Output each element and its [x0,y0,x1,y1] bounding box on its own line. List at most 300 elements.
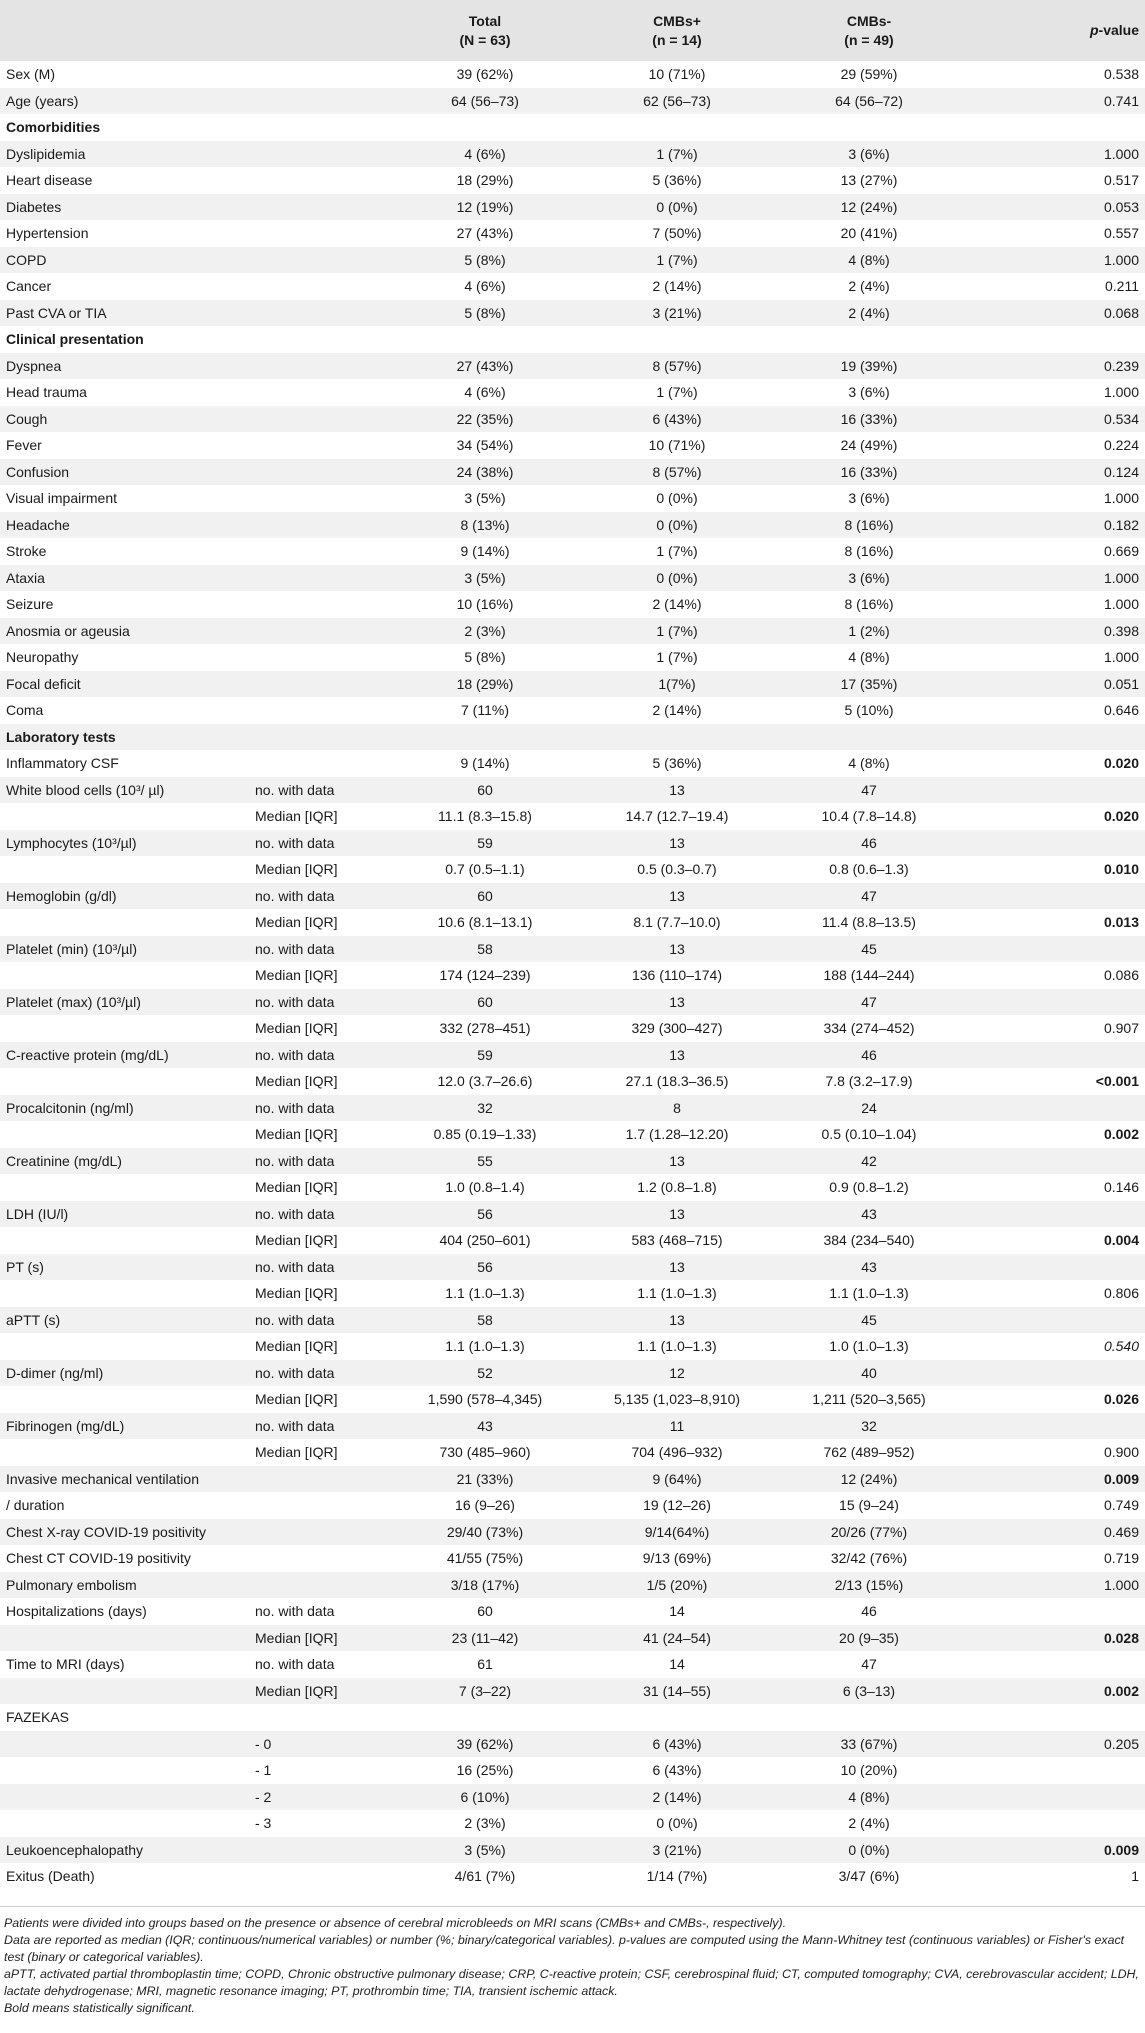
cell-cmbs-neg: 19 (39%) [840,357,898,374]
cell-p-value [965,326,1145,353]
cell-cmbs-pos: 1 (7%) [656,622,698,639]
row-sublabel [252,697,389,724]
row-label: LDH (IU/l) [6,1205,69,1222]
row-sublabel: Median [IQR] [255,1285,338,1302]
cell-p-value: 0.020 [1103,755,1139,772]
row-sublabel: Median [IQR] [255,1073,338,1090]
table-row [0,247,1145,274]
cell-cmbs-neg: 4 (8%) [848,755,890,772]
row-label: Fever [6,437,42,454]
cell-cmbs-neg: 64 (56–72) [835,92,903,109]
cell-p-value [965,1201,1145,1228]
row-label: Platelet (max) (10³/µl) [6,993,141,1010]
cell-p-value: 0.028 [1103,1629,1139,1646]
cell-cmbs-neg: 16 (33%) [840,463,898,480]
header-p-value [965,0,1145,61]
row-label [0,1068,252,1095]
cell-total: 64 (56–73) [451,92,519,109]
table-row [0,61,1145,88]
cell-total: 7 (3–22) [458,1682,512,1699]
section-row [0,326,1145,353]
table-row [0,353,1145,380]
row-sublabel [252,167,389,194]
table-row [0,1731,1145,1758]
row-label: Time to MRI (days) [6,1656,125,1673]
row-label: Diabetes [6,198,62,215]
cell-p-value [965,724,1145,751]
row-sublabel: no. with data [255,1205,335,1222]
cell-cmbs-neg: 47 [861,993,877,1010]
row-sublabel [252,1704,389,1731]
cell-cmbs-neg: 42 [861,1152,877,1169]
cell-cmbs-neg [773,114,965,141]
footnote: aPTT, activated partial thromboplastin time; COPD, Chronic obstructive pulmonary disease; CRP, C-reactive protein; CSF, cerebrospinal fluid; CT, computed tomography; CVA, cerebrovascular accident; LDH, lactate dehydrogenase; MRI, magnetic resonance imaging; PT, prothrombin time; TIA, transient ischemic attack. [4,1967,1139,1998]
row-sublabel [252,1572,389,1599]
cell-cmbs-neg: 47 [861,887,877,904]
row-label [0,1015,252,1042]
cell-cmbs-pos: 10 (71%) [648,66,706,83]
table-row [0,750,1145,777]
row-label: Dyspnea [6,357,62,374]
cell-cmbs-neg: 8 (16%) [844,596,894,613]
cell-cmbs-neg: 20 (9–35) [839,1629,899,1646]
cell-p-value [965,1757,1145,1784]
cell-cmbs-pos: 583 (468–715) [631,1232,723,1249]
cell-cmbs-neg: 0 (0%) [848,1841,890,1858]
table-row [0,459,1145,486]
cell-cmbs-pos: 1/5 (20%) [646,1576,708,1593]
row-label: Inflammatory CSF [6,755,119,772]
cell-cmbs-neg: 13 (27%) [840,172,898,189]
cell-cmbs-neg: 334 (274–452) [823,1020,915,1037]
table-row [0,697,1145,724]
row-sublabel [252,591,389,618]
row-sublabel [252,432,389,459]
cell-cmbs-pos: 1(7%) [658,675,696,692]
cell-cmbs-pos: 5 (36%) [652,755,702,772]
cell-cmbs-pos: 13 [669,1205,685,1222]
table-row [0,856,1145,883]
cell-cmbs-neg: 40 [861,1364,877,1381]
row-label: Visual impairment [6,490,118,507]
section-row [0,114,1145,141]
row-label: Exitus (Death) [6,1868,95,1885]
table-row [0,671,1145,698]
cell-p-value: 1 [1131,1868,1139,1885]
cell-p-value: 0.224 [1103,437,1139,454]
cell-p-value: 0.749 [1103,1497,1139,1514]
cell-p-value: 0.517 [1103,172,1139,189]
table-row [0,1042,1145,1069]
cell-cmbs-neg: 4 (8%) [848,251,890,268]
cell-cmbs-pos [581,724,773,751]
cell-cmbs-pos: 9/14(64%) [644,1523,710,1540]
row-sublabel [252,114,389,141]
row-sublabel [252,724,389,751]
cell-total: 332 (278–451) [439,1020,531,1037]
cell-total: 55 [477,1152,493,1169]
row-label: Past CVA or TIA [6,304,107,321]
row-sublabel [252,326,389,353]
cell-total: 43 [477,1417,493,1434]
cell-p-value [965,1307,1145,1334]
header-pos-n: (n = 14) [652,31,702,48]
table-row [0,962,1145,989]
row-label: Creatinine (mg/dL) [6,1152,122,1169]
cell-cmbs-neg: 8 (16%) [844,516,894,533]
cell-p-value [965,989,1145,1016]
row-label: Platelet (min) (10³/µl) [6,940,137,957]
cell-total: 3 (5%) [464,1841,506,1858]
cell-total: 18 (29%) [456,172,514,189]
row-label: Age (years) [6,92,79,109]
table-row [0,936,1145,963]
cell-p-value: 1.000 [1103,490,1139,507]
cell-total: 2 (3%) [464,1815,506,1832]
cell-p-value: 0.907 [1103,1020,1139,1037]
cell-cmbs-neg: 29 (59%) [840,66,898,83]
cell-cmbs-neg: 24 [861,1099,877,1116]
cell-p-value [965,1254,1145,1281]
row-sublabel [252,88,389,115]
row-label: Headache [6,516,70,533]
table-row [0,909,1145,936]
row-sublabel: Median [IQR] [255,1126,338,1143]
cell-p-value [965,1810,1145,1837]
row-sublabel: - 1 [255,1762,272,1779]
cell-cmbs-pos: 13 [669,993,685,1010]
header-pos-title: CMBs+ [653,12,701,29]
cell-cmbs-neg: 3/47 (6%) [838,1868,900,1885]
cell-p-value: 0.068 [1103,304,1139,321]
cell-cmbs-pos: 6 (43%) [652,1762,702,1779]
row-label [0,1757,252,1784]
cell-total: 1,590 (578–4,345) [427,1391,543,1408]
cell-cmbs-neg: 1,211 (520–3,565) [812,1391,926,1408]
cell-cmbs-neg [773,326,965,353]
header-total [389,0,581,61]
cell-total: 174 (124–239) [439,967,531,984]
header-row [0,0,1145,61]
table-row [0,194,1145,221]
row-label: White blood cells (10³/ µl) [6,781,165,798]
cell-p-value: 1.000 [1103,384,1139,401]
cell-cmbs-neg: 24 (49%) [840,437,898,454]
cell-p-value: 0.211 [1105,278,1139,295]
row-sublabel: Median [IQR] [255,914,338,931]
cell-cmbs-neg: 20 (41%) [840,225,898,242]
row-sublabel: Median [IQR] [255,1682,338,1699]
row-label: Laboratory tests [6,728,116,745]
row-label [0,856,252,883]
cell-cmbs-pos: 1 (7%) [656,251,698,268]
cell-cmbs-neg: 7.8 (3.2–17.9) [825,1073,913,1090]
cell-total: 21 (33%) [456,1470,514,1487]
row-sublabel: no. with data [255,1258,335,1275]
row-label: Chest X-ray COVID-19 positivity [6,1523,206,1540]
row-label: Confusion [6,463,70,480]
cell-total: 5 (8%) [464,649,506,666]
cell-total: 22 (35%) [456,410,514,427]
table-row [0,1466,1145,1493]
cell-cmbs-pos: 1.1 (1.0–1.3) [637,1338,717,1355]
cell-cmbs-neg: 16 (33%) [840,410,898,427]
cell-cmbs-pos: 31 (14–55) [643,1682,711,1699]
row-sublabel [252,512,389,539]
cell-cmbs-pos: 0 (0%) [656,490,698,507]
row-label [0,1280,252,1307]
row-sublabel [252,644,389,671]
section-row [0,724,1145,751]
cell-p-value: 0.002 [1103,1682,1139,1699]
cell-total: 7 (11%) [461,702,509,719]
row-sublabel [252,565,389,592]
cell-p-value: 0.538 [1103,66,1139,83]
row-sublabel [252,61,389,88]
cell-cmbs-pos: 8 [673,1099,681,1116]
cell-cmbs-pos: 1 (7%) [656,649,698,666]
cell-p-value: 0.002 [1103,1126,1139,1143]
header-total-title: Total [468,12,502,29]
cell-p-value: 0.009 [1103,1841,1139,1858]
row-sublabel [252,750,389,777]
table-row [0,167,1145,194]
row-sublabel [252,141,389,168]
cell-total: 404 (250–601) [439,1232,531,1249]
row-sublabel: Median [IQR] [255,1338,338,1355]
table-footnotes [0,1906,1145,2017]
cell-cmbs-pos: 0 (0%) [656,1815,698,1832]
row-sublabel: Median [IQR] [255,861,338,878]
cell-cmbs-pos: 14.7 (12.7–19.4) [625,808,729,825]
row-sublabel: Median [IQR] [255,1444,338,1461]
cell-total: 24 (38%) [456,463,514,480]
table-row [0,1492,1145,1519]
row-label: Focal deficit [6,675,81,692]
row-sublabel: Median [IQR] [255,1179,338,1196]
cell-total: 34 (54%) [456,437,514,454]
cell-total: 52 [477,1364,493,1381]
cell-cmbs-neg: 20/26 (77%) [830,1523,908,1540]
row-sublabel: no. with data [255,1656,335,1673]
cell-p-value [965,936,1145,963]
cell-cmbs-neg: 3 (6%) [848,490,890,507]
row-label [0,1439,252,1466]
cell-total: 32 [477,1099,493,1116]
table-row [0,1280,1145,1307]
cell-total: 18 (29%) [456,675,514,692]
row-sublabel: no. with data [255,1603,335,1620]
cell-cmbs-neg [773,1704,965,1731]
table-row [0,538,1145,565]
footnote: Data are reported as median (IQR; continuous/numerical variables) or number (%; binary/categorical variables). p-values are computed using the Mann-Whitney test (continuous variables) or Fisher's exact test (binary or categorical variables). [4,1933,1125,1964]
cell-cmbs-pos: 19 (12–26) [643,1497,711,1514]
table-body [0,61,1145,1890]
row-label: Leukoencephalopathy [6,1841,144,1858]
row-label: Anosmia or ageusia [6,622,130,639]
cell-p-value: 1.000 [1103,596,1139,613]
cell-p-value: 0.051 [1103,675,1139,692]
cell-cmbs-pos [581,114,773,141]
cell-p-value: 0.013 [1103,914,1139,931]
row-sublabel: Median [IQR] [255,1020,338,1037]
cell-cmbs-neg: 11.4 (8.8–13.5) [822,914,916,931]
row-label: D-dimer (ng/ml) [6,1364,104,1381]
table-row [0,777,1145,804]
cell-total: 2 (3%) [464,622,506,639]
cell-cmbs-pos: 1 (7%) [656,384,698,401]
cell-cmbs-neg: 47 [861,781,877,798]
table-header [0,0,1145,61]
cell-cmbs-neg: 3 (6%) [848,145,890,162]
table-row [0,1015,1145,1042]
table-row [0,1837,1145,1864]
cell-p-value: 0.239 [1103,357,1139,374]
table-row [0,1757,1145,1784]
row-label: Neuropathy [6,649,79,666]
cell-total: 10.6 (8.1–13.1) [437,914,533,931]
cell-total: 3 (5%) [464,569,506,586]
cell-total: 39 (62%) [456,66,514,83]
table-row [0,88,1145,115]
cell-cmbs-neg: 1 (2%) [848,622,890,639]
cell-cmbs-neg: 2/13 (15%) [834,1576,904,1593]
cell-cmbs-neg: 188 (144–244) [823,967,915,984]
row-sublabel: Median [IQR] [255,967,338,984]
cell-cmbs-neg: 12 (24%) [840,198,898,215]
table-row [0,1386,1145,1413]
row-sublabel: no. with data [255,940,335,957]
row-sublabel [252,485,389,512]
cell-total: 61 [477,1656,493,1673]
row-sublabel: Median [IQR] [255,1391,338,1408]
cell-total: 6 (10%) [460,1788,510,1805]
cell-total: 60 [477,993,493,1010]
table-row [0,1598,1145,1625]
row-sublabel [252,1837,389,1864]
row-label: Invasive mechanical ventilation [6,1470,199,1487]
cell-cmbs-pos: 0 (0%) [656,516,698,533]
row-label [0,1227,252,1254]
row-label: Sex (M) [6,66,55,83]
cell-p-value: 0.009 [1103,1470,1139,1487]
row-label: Seizure [6,596,54,613]
header-cmbs-neg [773,0,965,61]
cell-total: 59 [477,1046,493,1063]
cell-cmbs-pos: 13 [669,940,685,957]
cell-total: 60 [477,887,493,904]
cell-cmbs-pos: 13 [669,1046,685,1063]
cell-total: 4 (6%) [464,384,506,401]
header-empty-label [0,0,252,61]
cell-p-value: 0.146 [1103,1179,1139,1196]
table-row [0,1121,1145,1148]
row-sublabel: no. with data [255,1099,335,1116]
row-label: Cough [6,410,48,427]
cell-cmbs-pos: 2 (14%) [652,596,702,613]
cell-p-value [965,1360,1145,1387]
cell-cmbs-neg: 46 [861,1046,877,1063]
footnote: Patients were divided into groups based on the presence or absence of cerebral microbleeds on MRI scans (CMBs+ and CMBs-, respectively). [4,1916,787,1930]
row-sublabel: no. with data [255,993,335,1010]
cell-p-value [965,1651,1145,1678]
cell-total: 29/40 (73%) [446,1523,524,1540]
table-row [0,644,1145,671]
cell-total: 58 [477,1311,493,1328]
cell-cmbs-neg: 2 (4%) [848,278,890,295]
row-label [0,1333,252,1360]
cell-cmbs-neg: 10 (20%) [840,1762,898,1779]
table-row [0,1784,1145,1811]
cell-total: 4 (6%) [464,145,506,162]
row-label: PT (s) [6,1258,44,1275]
table-row [0,512,1145,539]
table-row [0,1068,1145,1095]
cell-total [389,724,581,751]
cell-cmbs-pos: 7 (50%) [652,225,702,242]
cell-p-value: 0.205 [1103,1735,1139,1752]
cell-total: 27 (43%) [456,357,514,374]
row-sublabel: no. with data [255,1364,335,1381]
row-sublabel: no. with data [255,834,335,851]
cell-p-value [965,1598,1145,1625]
cell-total: 1.1 (1.0–1.3) [445,1285,525,1302]
cell-cmbs-pos: 62 (56–73) [643,92,711,109]
cell-cmbs-neg: 4 (8%) [848,649,890,666]
cell-p-value: 1.000 [1103,145,1139,162]
cell-cmbs-pos: 704 (496–932) [631,1444,723,1461]
cell-cmbs-pos: 41 (24–54) [643,1629,711,1646]
cell-p-value: 0.398 [1103,622,1139,639]
table-row [0,1174,1145,1201]
table-row [0,273,1145,300]
cell-p-value: 0.900 [1103,1444,1139,1461]
cell-p-value [965,114,1145,141]
cell-cmbs-pos: 13 [669,1311,685,1328]
cell-cmbs-pos: 27.1 (18.3–36.5) [625,1073,729,1090]
cell-total: 9 (14%) [460,543,510,560]
cell-total: 56 [477,1205,493,1222]
row-label: Coma [6,702,44,719]
header-total-n: (N = 63) [459,31,511,48]
cell-cmbs-pos: 12 [669,1364,685,1381]
cell-total: 3/18 (17%) [450,1576,520,1593]
row-sublabel: - 3 [255,1815,272,1832]
row-label: / duration [6,1497,65,1514]
cell-total: 3 (5%) [464,490,506,507]
cell-cmbs-neg: 2 (4%) [848,304,890,321]
cell-p-value: 0.719 [1103,1550,1139,1567]
header-neg-title: CMBs- [846,12,892,29]
cell-total: 0.7 (0.5–1.1) [445,861,525,878]
row-sublabel: no. with data [255,1417,335,1434]
cell-cmbs-pos: 3 (21%) [652,304,702,321]
cell-p-value: 1.000 [1103,569,1139,586]
cell-cmbs-pos: 8 (57%) [652,357,702,374]
cell-cmbs-pos: 11 [669,1417,685,1434]
row-sublabel: - 0 [255,1735,272,1752]
row-sublabel: no. with data [255,887,335,904]
table-row [0,432,1145,459]
row-sublabel [252,618,389,645]
cell-total: 9 (14%) [460,755,510,772]
cell-total: 1.0 (0.8–1.4) [445,1179,525,1196]
table-row [0,989,1145,1016]
cell-total: 4 (6%) [464,278,506,295]
row-sublabel: no. with data [255,1046,335,1063]
row-label: FAZEKAS [6,1709,70,1726]
table-row [0,803,1145,830]
